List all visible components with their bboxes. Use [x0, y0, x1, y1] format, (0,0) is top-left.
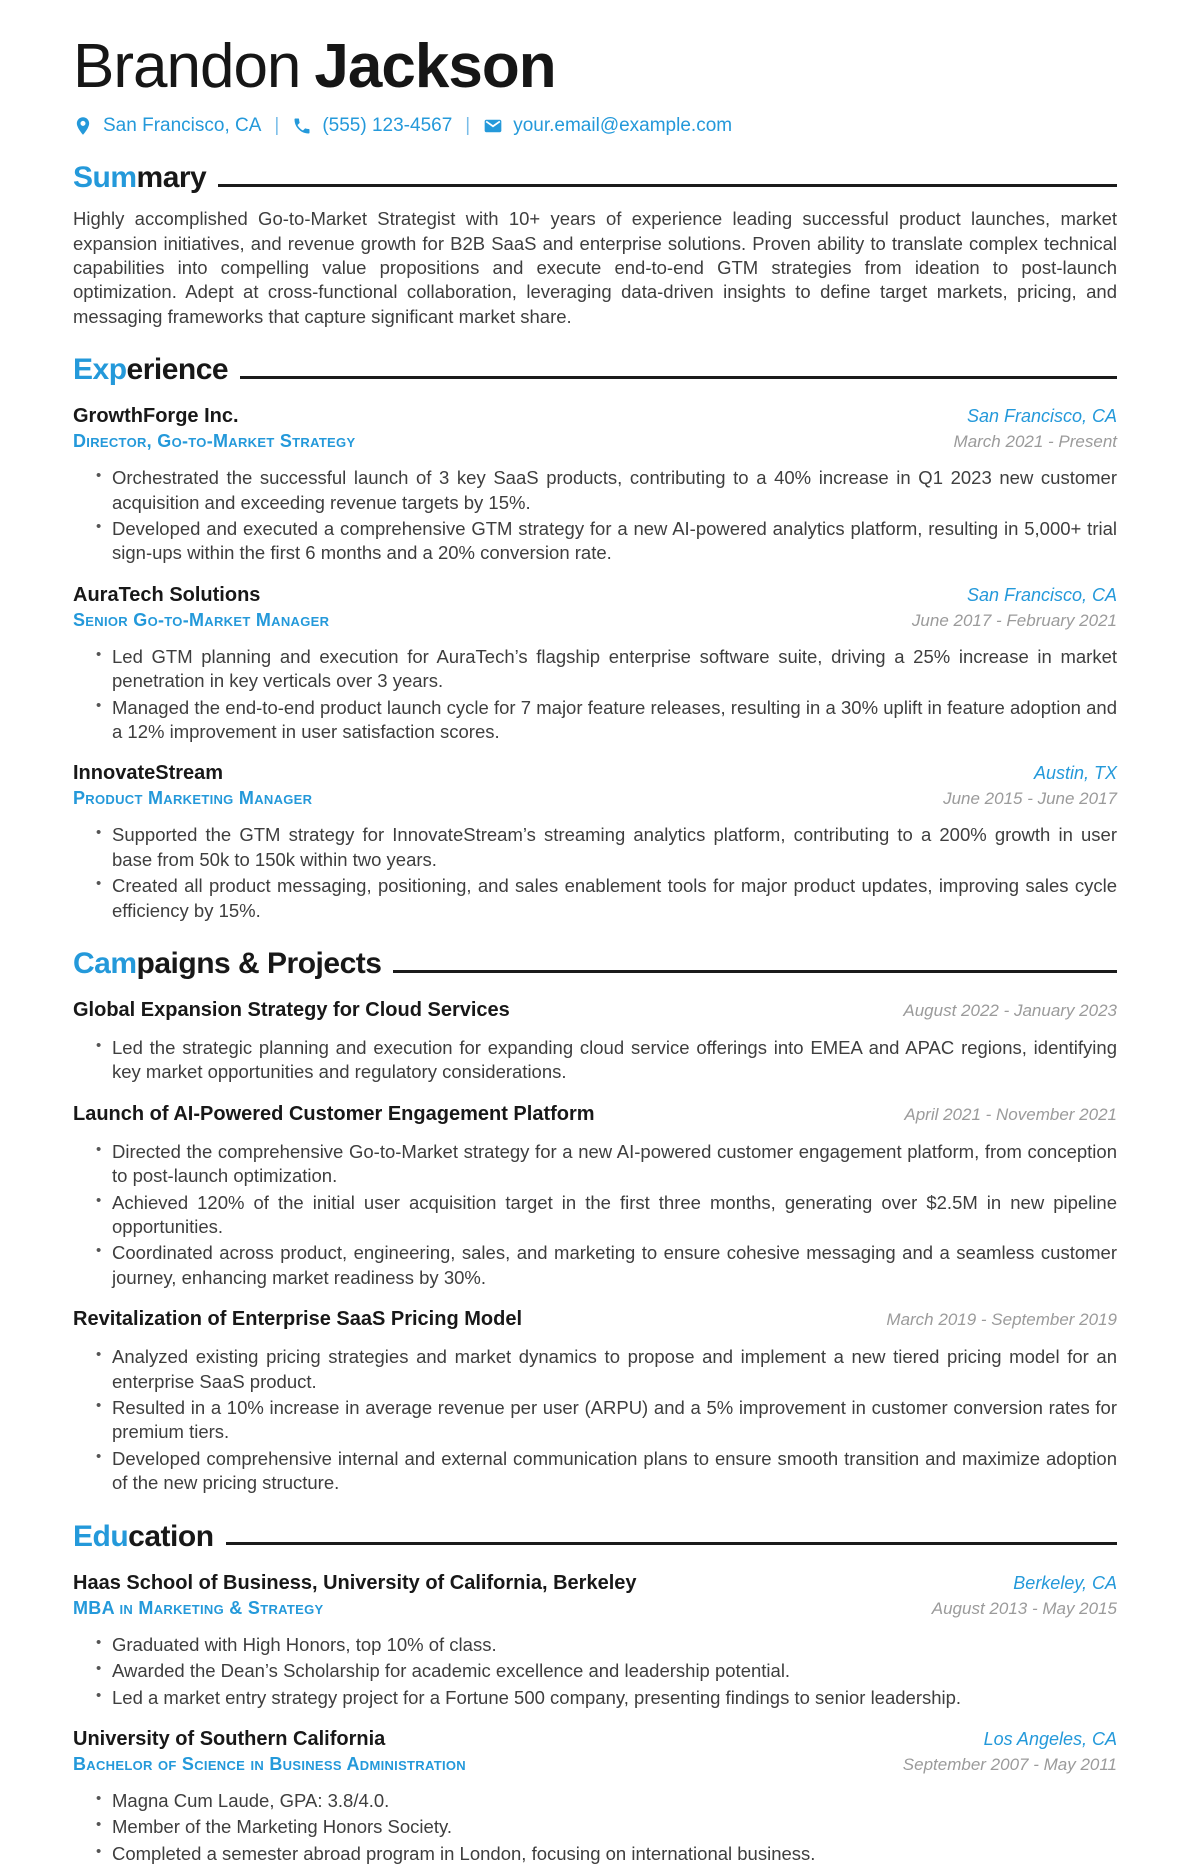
bullet-item: • Developed and executed a comprehensive GTM strategy for a new AI-powered analytics platform, resulting in 5,000+ trial sign-ups within the first 6 months and a 20% conversion rate.: [112, 517, 1117, 566]
bullet-item: • Resulted in a 10% increase in average revenue per user (ARPU) and a 5% improvement in customer conversion rates for premium tiers.: [112, 1396, 1117, 1445]
first-name: Brandon: [73, 32, 301, 101]
contact-bar: [73, 115, 1117, 137]
project-entry: [73, 999, 1117, 1085]
bullet-list: [73, 1345, 1117, 1495]
location-text: San Francisco, CA: [103, 115, 262, 137]
contact-location: [73, 115, 261, 137]
company-name: InnovateStream: [73, 762, 224, 785]
section-title-projects: [73, 947, 1117, 981]
section-education: [73, 1520, 1117, 1866]
bullet-item: • Graduated with High Honors, top 10% of class.: [112, 1633, 1117, 1657]
section-title-rest: cation: [128, 1519, 214, 1553]
bullet-item: • Developed comprehensive internal and external communication plans to ensure smooth transition and maximize adoption of the new pricing structure.: [112, 1447, 1117, 1496]
school-name: University of Southern California: [73, 1727, 386, 1750]
entry-location: Austin, TX: [1033, 763, 1117, 784]
bullet-item: • Completed a semester abroad program in London, focusing on international business.: [112, 1842, 1117, 1866]
job-title: Product Marketing Manager: [73, 788, 313, 809]
section-summary: [73, 161, 1117, 329]
section-title-education: [73, 1520, 1117, 1554]
section-experience: [73, 353, 1117, 923]
project-name: Launch of AI-Powered Customer Engagement Platform: [73, 1102, 595, 1125]
school-name: Haas School of Business, University of California, Berkeley: [73, 1571, 637, 1594]
entry-dates: August 2013 - May 2015: [931, 1598, 1117, 1618]
bullet-item: • Coordinated across product, engineering, sales, and marketing to ensure cohesive messaging and a seamless customer journey, enhancing market readiness by 30%.: [112, 1241, 1117, 1290]
section-rule: [240, 376, 1117, 379]
degree-title: MBA in Marketing & Strategy: [73, 1597, 324, 1618]
bullet-item: • Created all product messaging, positioning, and sales enablement tools for major product updates, improving sales cycle efficiency by 15%.: [112, 874, 1117, 923]
phone-icon: [292, 116, 312, 136]
bullet-item: • Managed the end-to-end product launch cycle for 7 major feature releases, resulting in a 30% uplift in feature adoption and a 12% improvement in user satisfaction scores.: [112, 696, 1117, 745]
section-projects: [73, 947, 1117, 1496]
bullet-item: • Orchestrated the successful launch of 3 key SaaS products, contributing to a 40% increase in Q1 2023 new customer acquisition and exceeding revenue targets by 15%.: [112, 466, 1117, 515]
entry-dates: September 2007 - May 2011: [902, 1754, 1117, 1774]
section-title-rest: erience: [126, 353, 229, 387]
section-rule: [226, 1542, 1117, 1545]
bullet-list: [73, 645, 1117, 745]
bullet-item: • Led the strategic planning and execution for expanding cloud service offerings into EMEA and APAC regions, identifying key market opportunities and regulatory considerations.: [112, 1036, 1117, 1085]
entry-dates: March 2021 - Present: [953, 432, 1117, 452]
experience-entry: [73, 405, 1117, 566]
entry-location: Los Angeles, CA: [983, 1728, 1117, 1749]
section-title-rest: mary: [136, 161, 207, 195]
section-title-experience: [73, 353, 1117, 387]
map-pin-icon: [73, 116, 93, 136]
contact-separator: |: [465, 115, 471, 137]
candidate-name: [73, 34, 1117, 99]
section-title-summary: [73, 161, 1117, 195]
contact-separator: |: [274, 115, 280, 137]
entry-dates: August 2022 - January 2023: [903, 1001, 1117, 1020]
email-address: your.email@example.com: [513, 115, 733, 137]
bullet-item: • Led GTM planning and execution for AuraTech’s flagship enterprise software suite, driving a 25% increase in market penetration in key verticals over 3 years.: [112, 645, 1117, 694]
experience-entry: [73, 762, 1117, 923]
bullet-list: [73, 1633, 1117, 1710]
bullet-list: [73, 1036, 1117, 1085]
degree-title: Bachelor of Science in Business Administration: [73, 1753, 466, 1774]
envelope-icon: [483, 116, 503, 136]
phone-number: (555) 123-4567: [322, 115, 453, 137]
bullet-item: • Led a market entry strategy project for a Fortune 500 company, presenting findings to senior leadership.: [112, 1686, 1117, 1710]
entry-location: San Francisco, CA: [966, 584, 1117, 605]
bullet-list: [73, 1140, 1117, 1290]
bullet-item: • Member of the Marketing Honors Society.: [112, 1815, 1117, 1839]
job-title: Senior Go-to-Market Manager: [73, 609, 330, 630]
entry-location: San Francisco, CA: [966, 406, 1117, 427]
section-title-accent: Exp: [73, 353, 127, 387]
contact-email: [483, 115, 732, 137]
education-entry: [73, 1728, 1117, 1866]
bullet-item: • Achieved 120% of the initial user acquisition target in the first three months, generating over $2.5M in new pipeline opportunities.: [112, 1191, 1117, 1240]
section-rule: [393, 970, 1117, 973]
section-rule: [218, 184, 1117, 187]
bullet-list: [73, 1789, 1117, 1866]
section-title-accent: Edu: [73, 1519, 129, 1553]
bullet-item: • Analyzed existing pricing strategies and market dynamics to propose and implement a new tiered pricing model for an enterprise SaaS product.: [112, 1345, 1117, 1394]
experience-entry: [73, 584, 1117, 745]
last-name: Jackson: [314, 32, 556, 101]
bullet-list: [73, 466, 1117, 566]
education-entry: [73, 1572, 1117, 1710]
job-title: Director, Go-to-Market Strategy: [73, 431, 356, 452]
entry-dates: June 2017 - February 2021: [911, 610, 1117, 630]
section-title-rest: paigns & Projects: [136, 947, 382, 980]
bullet-item: • Magna Cum Laude, GPA: 3.8/4.0.: [112, 1789, 1117, 1813]
project-entry: [73, 1103, 1117, 1290]
entry-dates: June 2015 - June 2017: [943, 789, 1117, 809]
company-name: GrowthForge Inc.: [73, 405, 239, 428]
bullet-item: • Supported the GTM strategy for InnovateStream’s streaming analytics platform, contributing to a 200% growth in user base from 50k to 150k within two years.: [112, 823, 1117, 872]
entry-location: Berkeley, CA: [1013, 1572, 1117, 1593]
company-name: AuraTech Solutions: [73, 583, 261, 606]
project-name: Revitalization of Enterprise SaaS Pricing Model: [73, 1308, 522, 1331]
bullet-item: • Awarded the Dean’s Scholarship for academic excellence and leadership potential.: [112, 1659, 1117, 1683]
summary-text: Highly accomplished Go-to-Market Strategist with 10+ years of experience leading successful product launches, market expansion initiatives, and revenue growth for B2B SaaS and enterprise solutions. Proven ability to translate complex technical capabilities into compelling value propositions and execute end-to-end GTM strategies from ideation to post-launch optimization. Adept at cross-functional collaboration, leveraging data-driven insights to define target markets, pricing, and messaging frameworks that capture significant market share.: [73, 208, 1117, 327]
project-name: Global Expansion Strategy for Cloud Services: [73, 999, 510, 1021]
bullet-item: • Directed the comprehensive Go-to-Market strategy for a new AI-powered customer engagement platform, from conception to post-launch optimization.: [112, 1140, 1117, 1189]
contact-phone: [292, 115, 452, 137]
project-entry: [73, 1308, 1117, 1495]
section-title-accent: Sum: [73, 161, 137, 195]
entry-dates: April 2021 - November 2021: [904, 1104, 1117, 1124]
entry-dates: March 2019 - September 2019: [886, 1310, 1117, 1330]
bullet-list: [73, 823, 1117, 923]
section-title-accent: Cam: [73, 947, 137, 980]
